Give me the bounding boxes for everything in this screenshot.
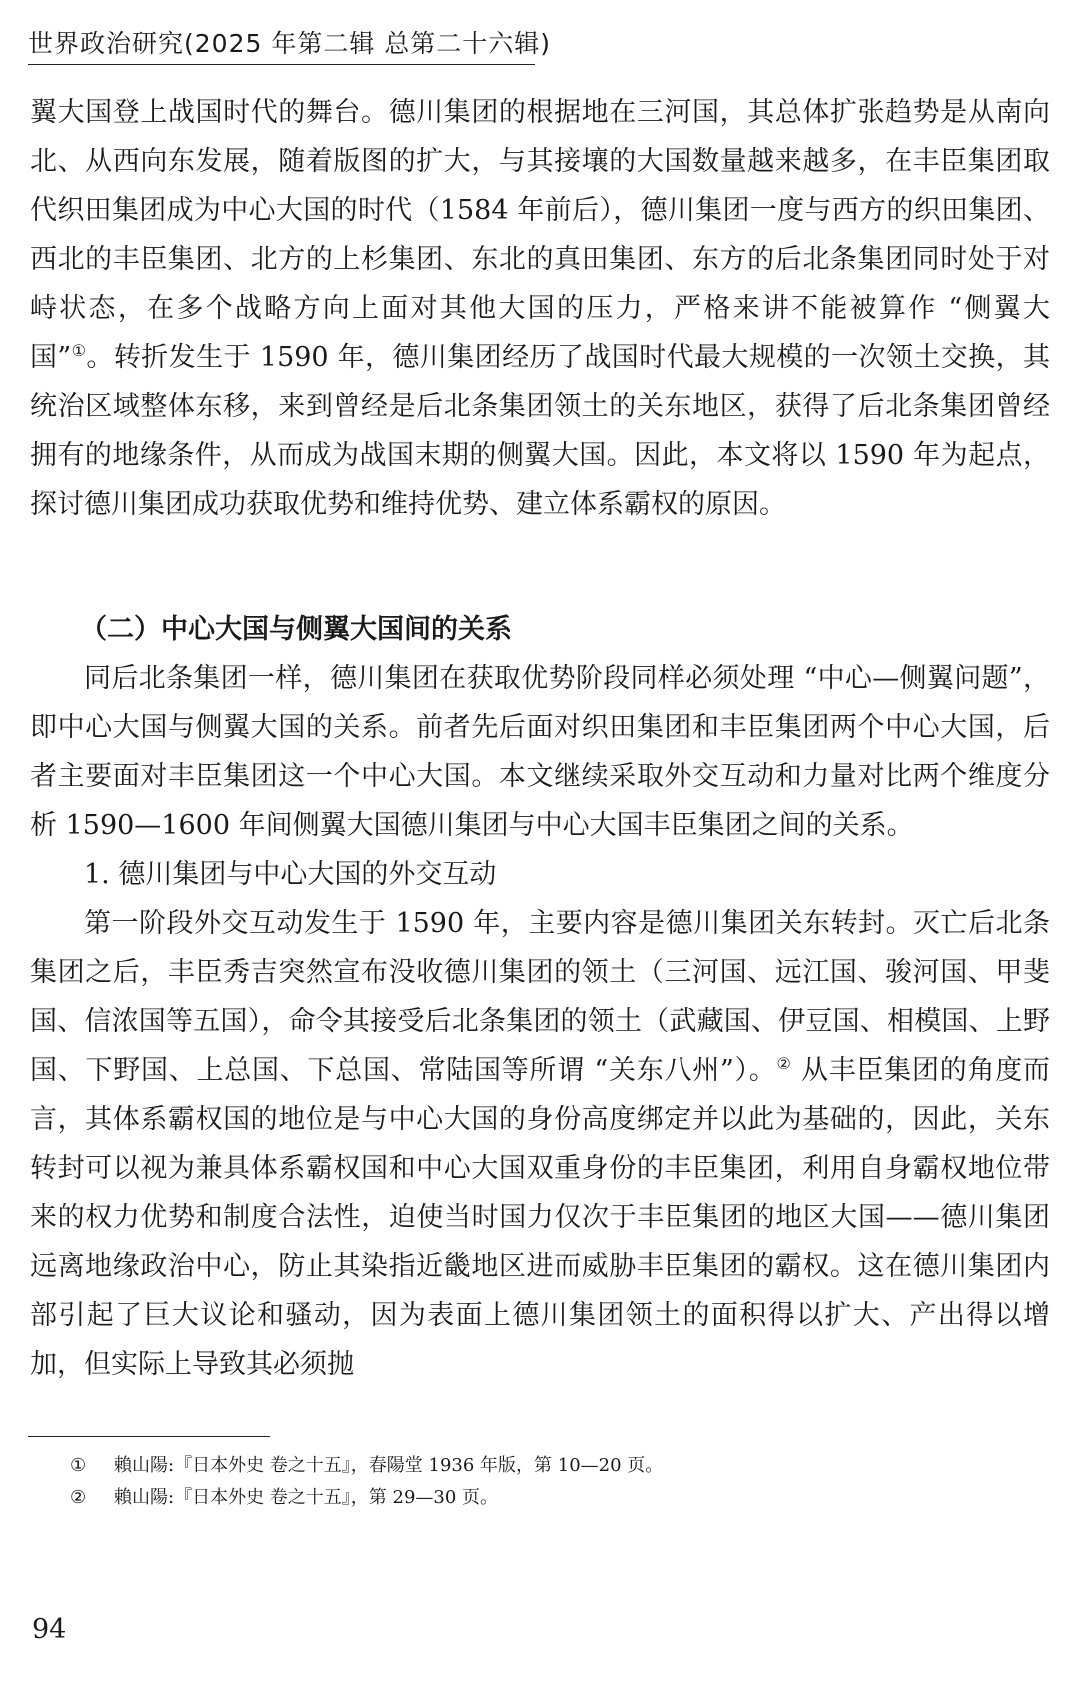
footnotes [70,1450,663,1514]
body-text-block-2 [30,654,1050,1389]
header-rule [28,64,535,65]
paragraph-3-text-a: 第一阶段外交互动发生于 1590 年，主要内容是德川集团关东转封。灭亡后北条集团之后，丰臣秀吉突然宣布没收德川集团的领土（三河国、远江国、骏河国、甲斐国、信浓国等五国），命令其接受后北条集团的领土（武藏国、伊豆国、相模国、上野国、下野国、上总国、下总国、常陆国等所谓 “关东八州”）。 [30,908,1050,1086]
footnote-ref-2[interactable]: ② [776,1054,792,1073]
footnote-ref-1[interactable]: ① [71,341,87,360]
footnote-number: ① [70,1455,87,1476]
paragraph-continued [30,88,1050,529]
section-heading: （二）中心大国与侧翼大国间的关系 [80,614,512,645]
footnote-item [70,1482,663,1514]
footnote-text: 賴山陽:『日本外史 卷之十五』，春陽堂 1936 年版，第 10—20 页。 [114,1455,664,1476]
paragraph-3-text-b: 从丰臣集团的角度而言，其体系霸权国的地位是与中心大国的身份高度绑定并以此为基础的，因此，关东转封可以视为兼具体系霸权国和中心大国双重身份的丰臣集团，利用自身霸权地位带来的权力优势和制度合法性，迫使当时国力仅次于丰臣集团的地区大国——德川集团远离地缘政治中心，防止其染指近畿地区进而威胁丰臣集团的霸权。这在德川集团内部引起了巨大议论和骚动，因为表面上德川集团领土的面积得以扩大、产出得以增加，但实际上导致其必须抛 [30,1055,1050,1380]
running-head-title: 世界政治研究(2025 年第二辑 总第二十六辑) [28,29,552,58]
footnote-item [70,1450,663,1482]
footnote-text: 賴山陽:『日本外史 卷之十五』，第 29—30 页。 [114,1487,499,1508]
body-text-block-1 [30,88,1050,529]
subsection-heading: 1. 德川集团与中心大国的外交互动 [84,859,497,890]
footnote-rule [28,1436,270,1437]
paragraph-1-text-b: 。转折发生于 1590 年，德川集团经历了战国时代最大规模的一次领土交换，其统治区域整体东移，来到曾经是后北条集团领土的关东地区，获得了后北条集团曾经拥有的地缘条件，从而成为战国末期的侧翼大国。因此，本文将以 1590 年为起点，探讨德川集团成功获取优势和维持优势、建立体系霸权的原因。 [30,342,1050,520]
paragraph-3 [30,899,1050,1389]
paragraph-1-text-a: 翼大国登上战国时代的舞台。德川集团的根据地在三河国，其总体扩张趋势是从南向北、从西向东发展，随着版图的扩大，与其接壤的大国数量越来越多，在丰臣集团取代织田集团成为中心大国的时代（1584 年前后），德川集团一度与西方的织田集团、西北的丰臣集团、北方的上杉集团、东北的真田集团、东方的后北条集团同时处于对峙状态，在多个战略方向上面对其他大国的压力，严格来讲不能被算作 “侧翼大国” [30,97,1050,373]
footnote-number: ② [70,1487,87,1508]
paragraph-2: 同后北条集团一样，德川集团在获取优势阶段同样必须处理 “中心—侧翼问题”，即中心大国与侧翼大国的关系。前者先后面对织田集团和丰臣集团两个中心大国，后者主要面对丰臣集团这一个中心大国。本文继续采取外交互动和力量对比两个维度分析 1590—1600 年间侧翼大国德川集团与中心大国丰臣集团之间的关系。 [30,663,1050,841]
page-number: 94 [32,1614,67,1645]
